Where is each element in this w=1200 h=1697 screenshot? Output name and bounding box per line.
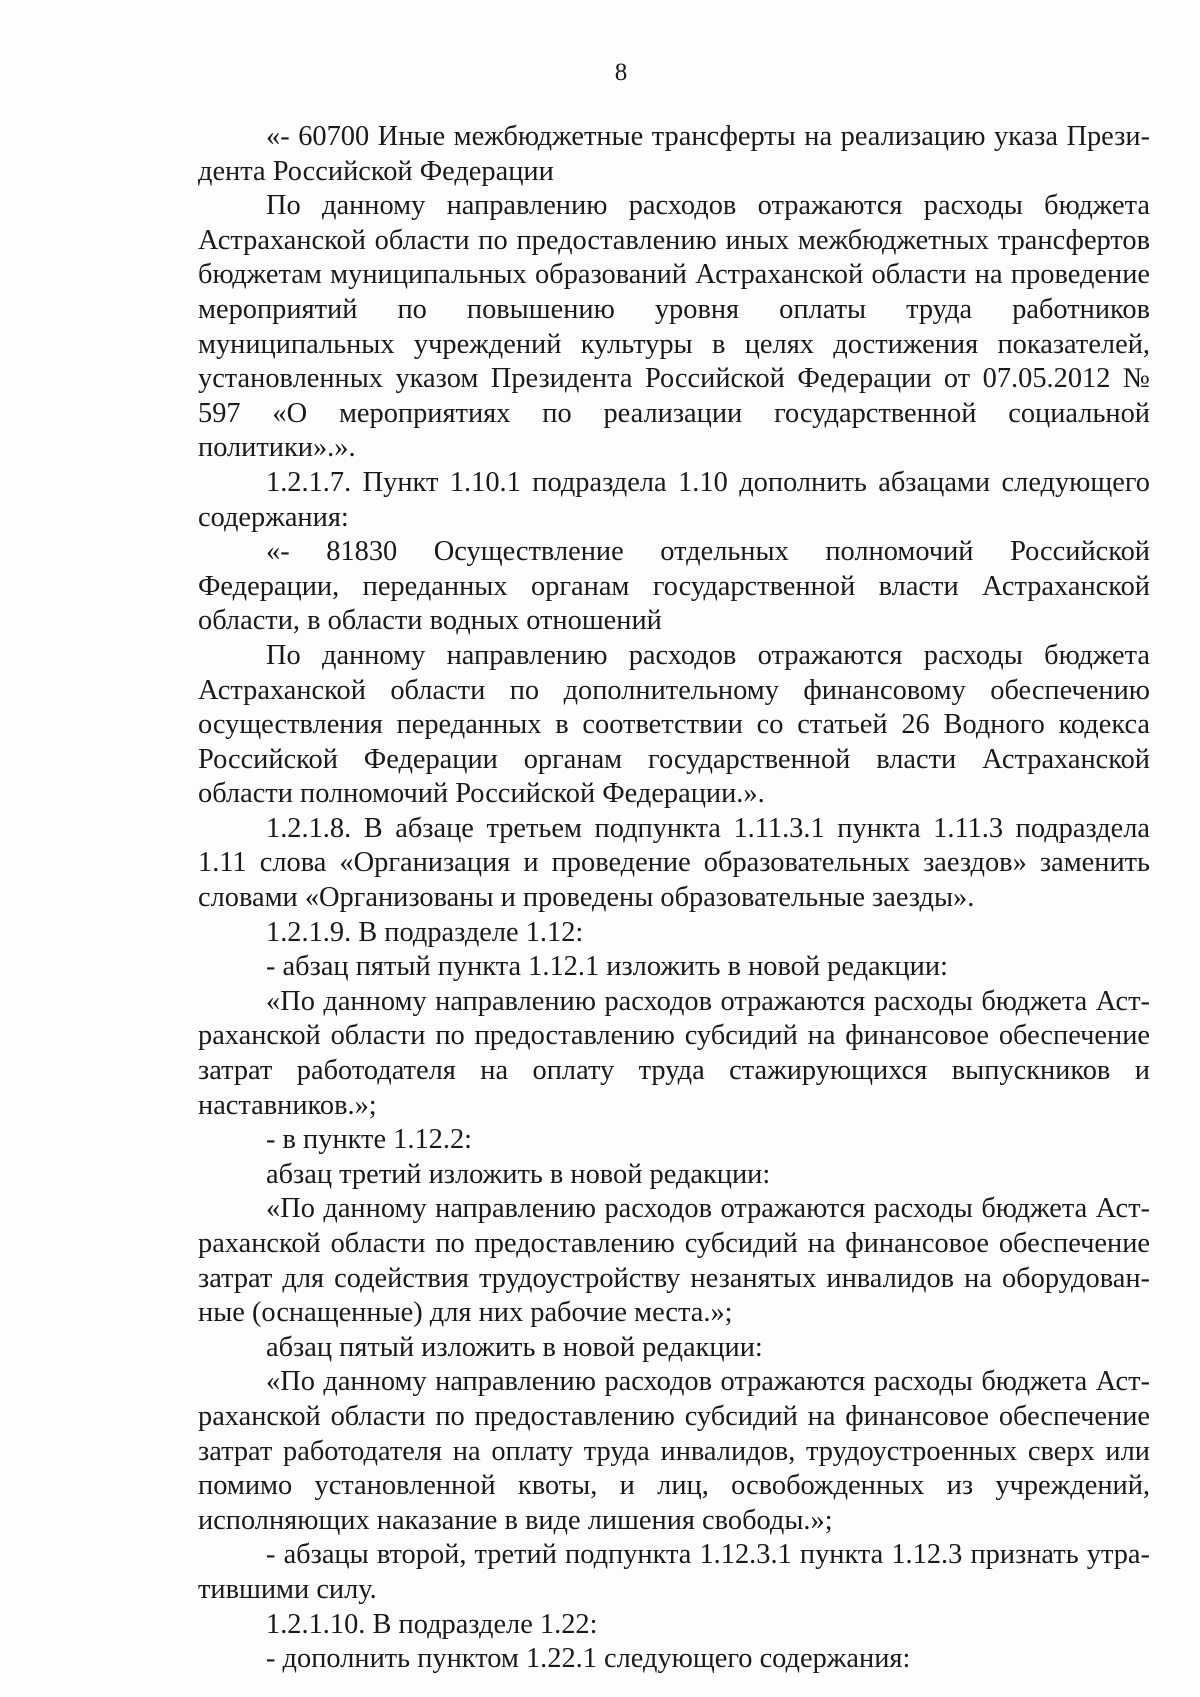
paragraph-60700-heading: «- 60700 Иные межбюджетные трансферты на реализацию указа Президента Российской Федерации xyxy=(198,121,1150,187)
document-body xyxy=(198,120,1150,1677)
paragraph-60700-description: По данному направлению расходов отражаются расходы бюджета Астраханской области по предоставлению иных межбюджетных трансфертов бюджетам муниципальных образований Астраханской области на проведение мероприятий по повышению уровня оплаты труда работников муниципальных учреждений культуры в целях достижения показателей, установленных указом Президента Российской Федерации от 07.05.2012 № 597 «О мероприятиях по реализации государственной социальной политики».». xyxy=(198,190,1150,464)
paragraph-81830-heading: «- 81830 Осуществление отдельных полномочий Российской Федерации, переданных органам государственной власти Астраханской области, в области водных отношений xyxy=(198,536,1150,637)
paragraph-item-1-12-3-1: - абзацы второй, третий подпункта 1.12.3.1 пункта 1.12.3 признать утратившими силу. xyxy=(198,1539,1150,1605)
paragraph-quote-abzac-fifth: «По данному направлению расходов отражаются расходы бюджета Астраханской области по предоставлению субсидий на финансовое обеспечение затрат работодателя на оплату труда инвалидов, трудоустроенных сверх или помимо установленной квоты, и лиц, освобожденных из учреждений, исполняющих наказание в виде лишения свободы.»; xyxy=(198,1366,1150,1536)
page-number: 8 xyxy=(614,59,628,86)
paragraph-1-2-1-8: 1.2.1.8. В абзаце третьем подпункта 1.11.3.1 пункта 1.11.3 подраздела 1.11 слова «Организация и проведение образовательных заездов» заменить словами «Организованы и проведены образовательные заезды». xyxy=(198,812,1150,914)
paragraph-item-1-12-1: - абзац пятый пункта 1.12.1 изложить в новой редакции: xyxy=(266,951,948,983)
paragraph-abzac-third: абзац третий изложить в новой редакции: xyxy=(266,1158,771,1190)
paragraph-abzac-fifth: абзац пятый изложить в новой редакции: xyxy=(266,1331,763,1363)
paragraph-quote-abzac-third: «По данному направлению расходов отражаются расходы бюджета Астраханской области по предоставлению субсидий на финансовое обеспечение затрат для содействия трудоустройству незанятых инвалидов на оборудованные (оснащенные) для них рабочие места.»; xyxy=(198,1193,1150,1329)
paragraph-1-2-1-9: 1.2.1.9. В подразделе 1.12: xyxy=(266,916,584,948)
paragraph-item-1-12-2: - в пункте 1.12.2: xyxy=(266,1124,473,1156)
paragraph-item-1-22-1: - дополнить пунктом 1.22.1 следующего содержания: xyxy=(266,1643,911,1675)
paragraph-1-2-1-7: 1.2.1.7. Пункт 1.10.1 подраздела 1.10 дополнить абзацами следующего содержания: xyxy=(198,466,1150,533)
paragraph-1-2-1-10: 1.2.1.10. В подразделе 1.22: xyxy=(266,1608,598,1640)
paragraph-81830-description: По данному направлению расходов отражаются расходы бюджета Астраханской области по дополнительному финансовому обеспечению осуществления переданных в соответствии со статьей 26 Водного кодекса Российской Федерации органам государственной власти Астраханской области полномочий Российской Федерации.». xyxy=(198,639,1150,810)
paragraph-quote-1-12-1: «По данному направлению расходов отражаются расходы бюджета Астраханской области по предоставлению субсидий на финансовое обеспечение затрат работодателя на оплату труда стажирующихся выпускников и наставников.»; xyxy=(198,985,1150,1121)
